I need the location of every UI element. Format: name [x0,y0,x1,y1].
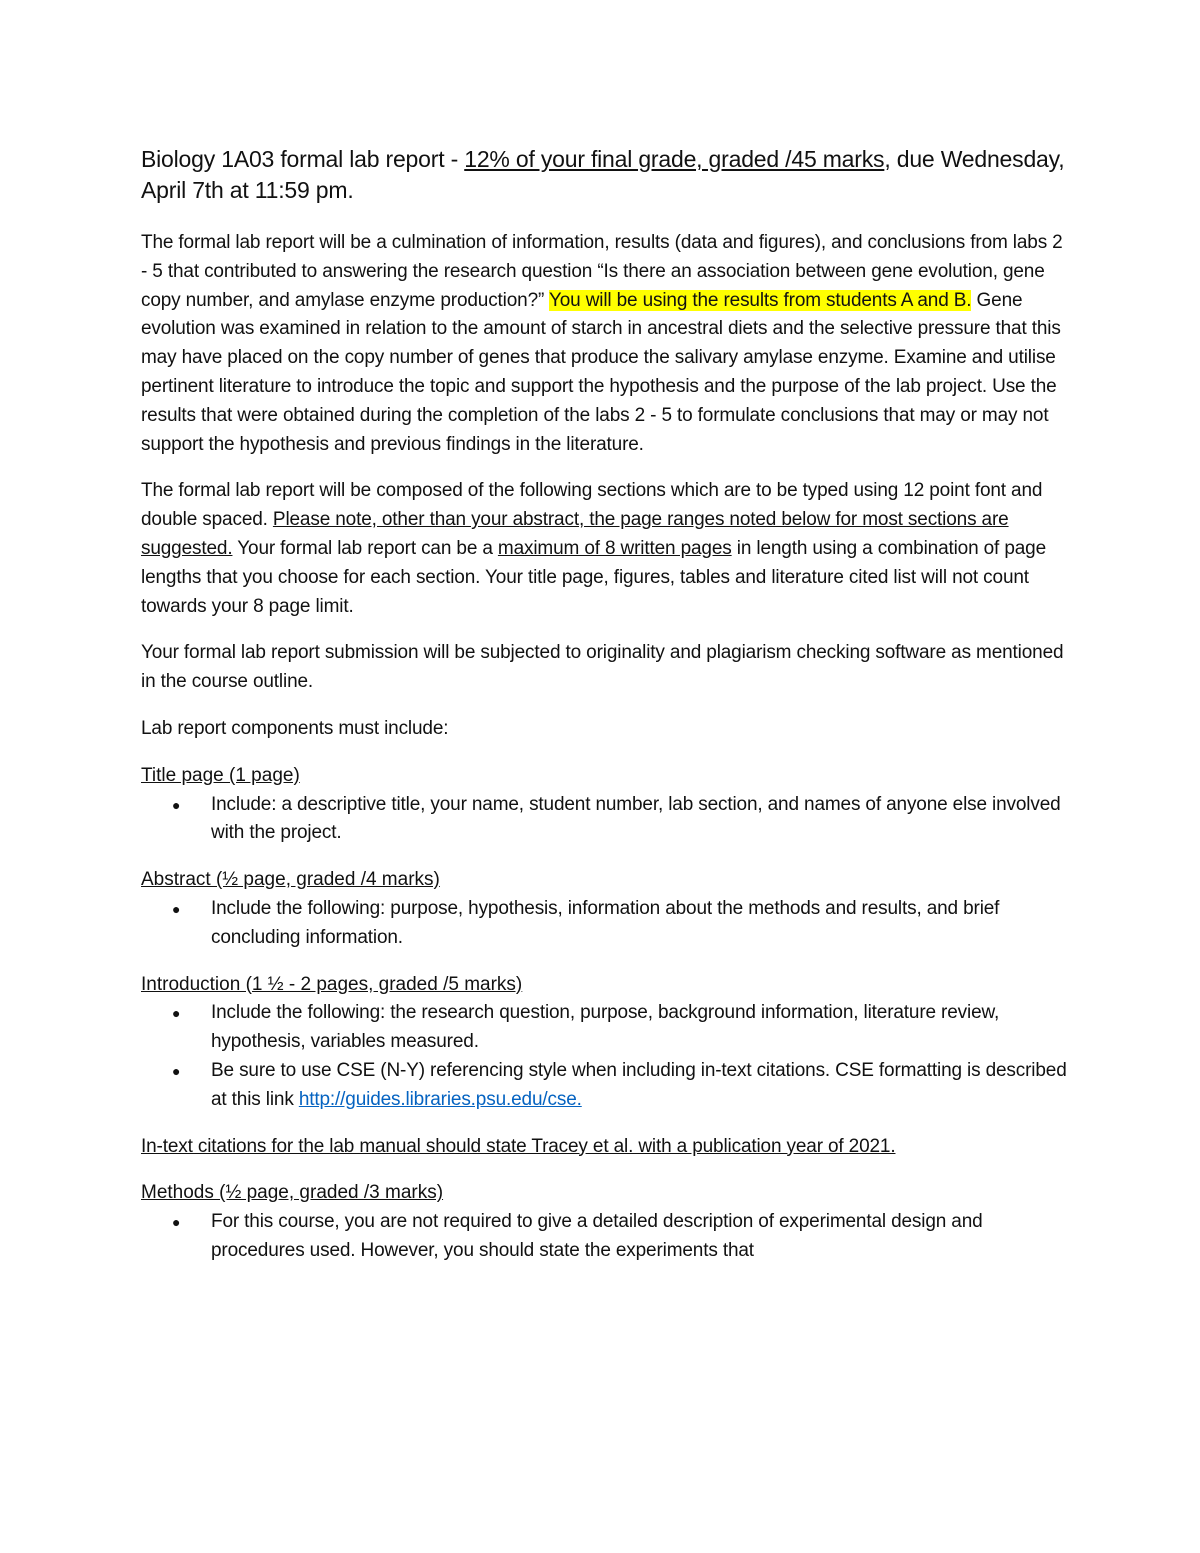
list-item [141,1057,1071,1115]
document-page [141,144,1071,1284]
max-pages-note: maximum of 8 written pages [497,537,732,559]
list-item [141,999,1071,1057]
list-item [141,1208,1071,1266]
bullet-icon: ● [172,1214,181,1231]
introduction-list [141,999,1071,1114]
bullet-icon: ● [172,796,181,813]
title-page-list [141,791,1071,849]
cse-guide-link[interactable]: http://guides.libraries.psu.edu/cse. [298,1088,582,1110]
list-item-text: Be sure to use CSE (N-Y) referencing style when including in-text citations. CSE formatting is described at this link [211,1059,1067,1110]
title-grade-info: 12% of your final grade, graded /45 marks [464,146,885,172]
list-item [141,791,1071,849]
bullet-icon: ● [172,1005,181,1022]
abstract-list [141,895,1071,953]
list-item-text: Include the following: the research question, purpose, background information, literature review, hypothesis, variables measured. [211,1002,1000,1053]
introduction-heading: Introduction (1 ½ - 2 pages, graded /5 marks) [141,973,523,995]
abstract-heading: Abstract (½ page, graded /4 marks) [141,869,440,891]
components-intro: Lab report components must include: [141,717,449,739]
title-text-1: Biology 1A03 formal lab report - [141,146,465,172]
document-title [141,144,1071,206]
methods-list [141,1208,1071,1266]
format-text-1: The formal lab report will be composed of the following sections which are to be typed using 12 point font and double spaced. [141,480,1043,531]
title-text-2: , due Wednesday, April 7th at 11:59 pm. [141,146,1065,203]
list-item-text: Include: a descriptive title, your name, student number, lab section, and names of anyone else involved with the project. [211,793,1061,844]
list-item-text: Include the following: purpose, hypothesis, information about the methods and results, and brief concluding information. [211,897,1000,948]
highlighted-note: You will be using the results from students A and B. [548,289,972,311]
title-page-heading: Title page (1 page) [141,764,300,786]
citation-note: In-text citations for the lab manual should state Tracey et al. with a publication year of 2021. [141,1135,896,1157]
originality-paragraph: Your formal lab report submission will be subjected to originality and plagiarism checking software as mentioned in the course outline. [141,642,1064,693]
bullet-icon: ● [172,900,181,917]
intro-text-1: The formal lab report will be a culmination of information, results (data and figures), and conclusions from labs 2 - 5 that contributed to answering the research question “Is there an association between gene evolution, gene copy number, and amylase enzyme production?” [141,232,1063,311]
format-text-2: Your formal lab report can be a [232,537,498,559]
intro-paragraph [141,229,1071,459]
page-range-note: Please note, other than your abstract, the page ranges noted below for most sections are suggested. [141,509,1009,559]
list-item [141,895,1071,953]
intro-text-2: Gene evolution was examined in relation to the amount of starch in ancestral diets and the selective pressure that this may have placed on the copy number of genes that produce the salivary amylase enzyme. Examine and utilise pertinent literature to introduce the topic and support the hypothesis and the purpose of the lab project. Use the results that were obtained during the completion of the labs 2 - 5 to formulate conclusions that may or may not support the hypothesis and previous findings in the literature. [141,289,1061,455]
list-item-text: For this course, you are not required to give a detailed description of experimental design and procedures used. However, you should state the experiments that [211,1211,983,1261]
format-text-3: in length using a combination of page lengths that you choose for each section. Your title page, figures, tables and literature cited list will not count towards your 8 page limit. [141,537,1046,617]
bullet-icon: ● [172,1062,181,1079]
format-paragraph [141,477,1071,621]
methods-heading: Methods (½ page, graded /3 marks) [141,1182,444,1204]
